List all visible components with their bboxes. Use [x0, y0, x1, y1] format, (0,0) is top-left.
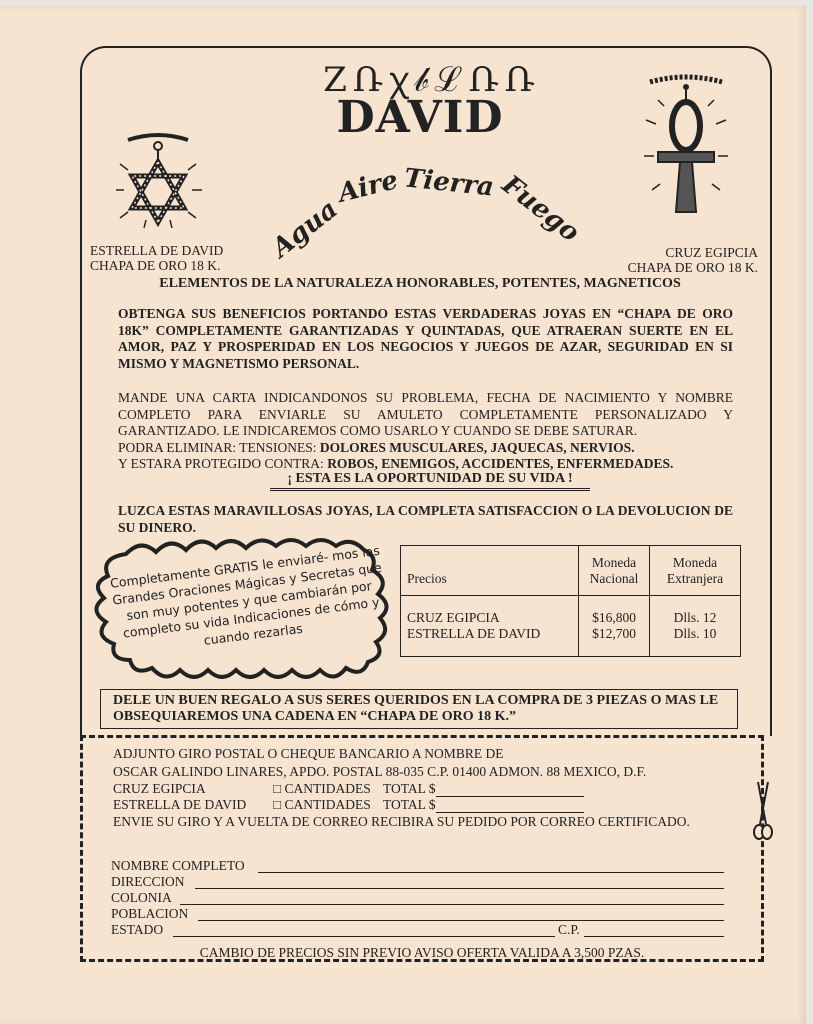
order-total-field-star[interactable] [436, 800, 584, 813]
element-air: Aire [335, 165, 402, 209]
price-header-label: Precios [401, 546, 579, 596]
price-national-star: $12,700 [592, 626, 636, 641]
coupon-line-1: ADJUNTO GIRO POSTAL O CHEQUE BANCARIO A NOMBRE DE [113, 746, 504, 761]
coupon-instructions: ENVIE SU GIRO Y A VUELTA DE CORREO RECIBIRA SU PEDIDO POR CORREO CERTIFICADO. [113, 814, 690, 829]
price-national [579, 596, 650, 657]
order-item-ankh: CRUZ EGIPCIA [113, 781, 206, 796]
mystic-script: ZՌꭓ𝒷ℒՌՌ [323, 60, 541, 100]
star-of-david-icon [108, 128, 208, 238]
field-address-input[interactable] [195, 888, 724, 889]
coupon-footer: CAMBIO DE PRECIOS SIN PREVIO AVISO OFERTA VALIDA A 3,500 PZAS. [199, 945, 645, 960]
order-item-star: ESTRELLA DE DAVID [113, 797, 247, 812]
field-label-city: POBLACION [111, 906, 189, 921]
star-caption [90, 243, 223, 273]
field-label-name: NOMBRE COMPLETO [111, 858, 245, 873]
instructions-paragraph [118, 390, 733, 473]
price-national-ankh: $16,800 [592, 610, 636, 625]
price-header-national: Moneda Nacional [579, 546, 650, 596]
element-earth: Tierra [402, 163, 496, 203]
star-caption-material: CHAPA DE ORO 18 K. [90, 258, 221, 273]
price-foreign-ankh: Dlls. 12 [673, 610, 717, 625]
gift-offer-box: DELE UN BUEN REGALO A SUS SERES QUERIDOS EN LA COMPRA DE 3 PIEZAS O MAS LE OBSEQUIAREMOS UNA CADENA EN “CHAPA DE ORO 18 K.” [100, 689, 738, 729]
ankh-caption [600, 245, 758, 275]
field-label-cp: C.P. [558, 922, 580, 937]
ad-title: DAVID [336, 92, 504, 143]
field-cp-input[interactable] [584, 936, 724, 937]
order-row-ankh [113, 781, 584, 797]
order-row-star [113, 797, 584, 813]
field-city-input[interactable] [198, 920, 724, 921]
field-label-state: ESTADO [111, 922, 164, 937]
order-qty-star[interactable]: □ CANTIDADES [273, 797, 371, 812]
benefits-paragraph: OBTENGA SUS BENEFICIOS PORTANDO ESTAS VERDADERAS JOYAS EN “CHAPA DE ORO 18K” COMPLETAMENTE GARANTIZADAS Y QUINTADAS, QUE ATRAERAN SUERTE EN EL AMOR, PAZ Y PROSPERIDAD EN LOS NEGOCIOS Y JUEGOS DE AZAR, SEGURIDAD EN SI MISMO Y MAGNETISMO PERSONAL. [118, 306, 733, 371]
price-items [401, 596, 579, 657]
subheading: ELEMENTOS DE LA NATURALEZA HONORABLES, POTENTES, MAGNETICOS [159, 276, 681, 291]
gratis-text: Completamente GRATIS le enviaré- mos las Grandes Oraciones Mágicas y Secretas que son muy potentes y que cambiarán por completo su vida Indicaciones de cómo y cuando rezarlas [109, 542, 383, 648]
opportunity-banner: ¡ ESTA ES LA OPORTUNIDAD DE SU VIDA ! [270, 471, 590, 491]
element-fire: Fuego [496, 169, 585, 249]
order-total-label-star: TOTAL $ [383, 797, 436, 812]
eliminate-label: PODRA ELIMINAR: TENSIONES: [118, 439, 317, 455]
order-total-field-ankh[interactable] [436, 784, 584, 797]
instructions-intro: MANDE UNA CARTA INDICANDONOS SU PROBLEMA, FECHA DE NACIMIENTO Y NOMBRE COMPLETO PARA ENVIARLE SU AMULETO COMPLETAMENTE PERSONALIZADO Y GARANTIZADO. LE INDICAREMOS COMO USARLO Y CUANDO SE DEBE SATURAR. [118, 390, 733, 438]
field-label-colonia: COLONIA [111, 890, 172, 905]
field-state-input[interactable] [173, 936, 555, 937]
field-label-address: DIRECCION [111, 874, 185, 889]
ankh-icon [636, 72, 736, 222]
guarantee-paragraph: LUZCA ESTAS MARAVILLOSAS JOYAS, LA COMPLETA SATISFACCION O LA DEVOLUCION DE SU DINERO. [118, 503, 733, 535]
field-colonia-input[interactable] [180, 904, 724, 905]
protect-list: ROBOS, ENEMIGOS, ACCIDENTES, ENFERMEDADES. [327, 456, 674, 471]
price-table [400, 545, 741, 657]
ankh-caption-material: CHAPA DE ORO 18 K. [627, 260, 758, 275]
order-total-label-ankh: TOTAL $ [383, 781, 436, 796]
price-item-ankh: CRUZ EGIPCIA [407, 610, 500, 625]
field-name-input[interactable] [258, 872, 724, 873]
element-water: Agua [266, 194, 344, 264]
scissors-icon [752, 780, 774, 842]
price-header-foreign: Moneda Extranjera [650, 546, 741, 596]
order-qty-ankh[interactable]: □ CANTIDADES [273, 781, 371, 796]
price-foreign [650, 596, 741, 657]
price-item-star: ESTRELLA DE DAVID [407, 626, 541, 641]
coupon-line-2: OSCAR GALINDO LINARES, APDO. POSTAL 88-035 C.P. 01400 ADMON. 88 MEXICO, D.F. [113, 764, 647, 779]
price-foreign-star: Dlls. 10 [673, 626, 717, 641]
protect-label: Y ESTARA PROTEGIDO CONTRA: [118, 456, 324, 471]
eliminate-list: DOLORES MUSCULARES, JAQUECAS, NERVIOS. [319, 439, 635, 455]
star-caption-name: ESTRELLA DE DAVID [90, 243, 224, 258]
ankh-caption-name: CRUZ EGIPCIA [665, 245, 758, 260]
